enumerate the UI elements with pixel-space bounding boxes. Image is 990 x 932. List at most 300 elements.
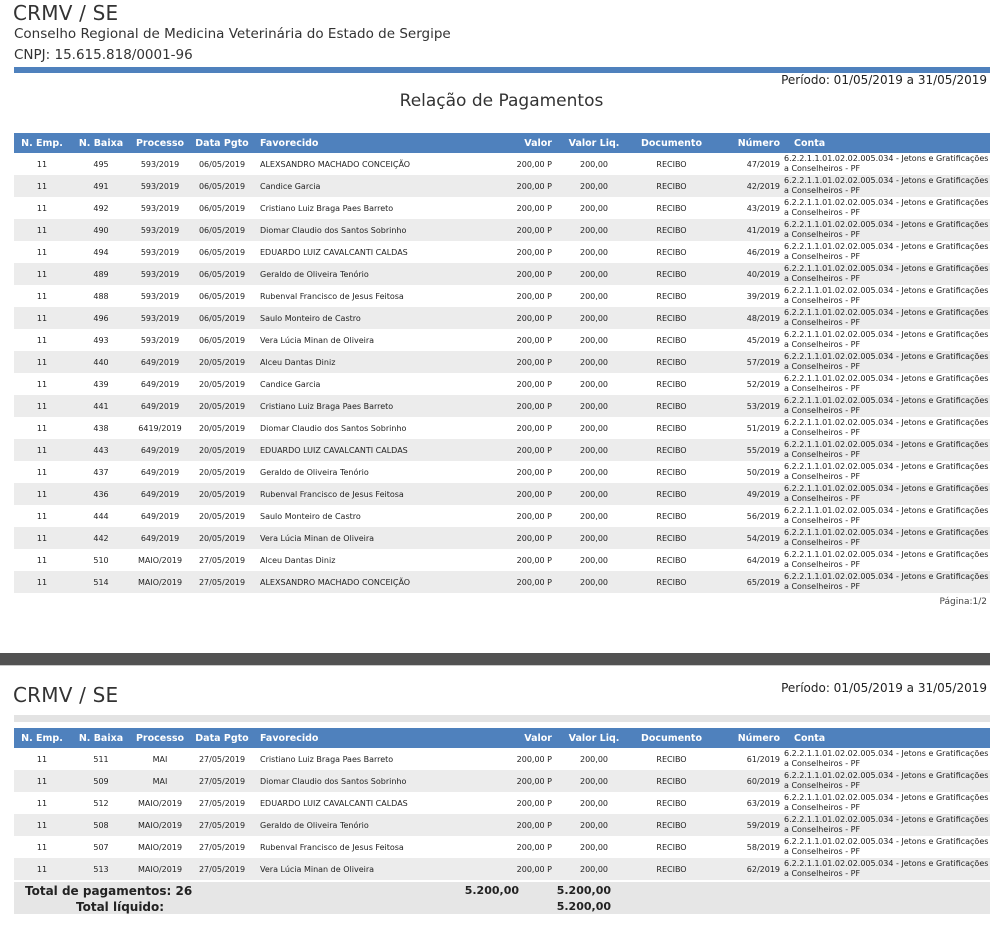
- emp-cell: 11: [14, 527, 70, 549]
- data-cell: 20/05/2019: [198, 379, 246, 389]
- table-row: [14, 285, 990, 307]
- emp-cell: 11: [14, 307, 70, 329]
- emp-cell: 11: [14, 263, 70, 285]
- favorecido-cell: Saulo Monteiro de Castro: [256, 307, 454, 329]
- data-cell: 20/05/2019: [188, 439, 256, 461]
- baixa-cell: 440: [70, 351, 132, 373]
- data-cell: 06/05/2019: [198, 203, 246, 213]
- data-cell: 20/05/2019: [198, 467, 246, 477]
- conta-cell: 6.2.2.1.1.01.02.02.005.034 - Jetons e Gratificações a Conselheiros - PF: [784, 837, 989, 856]
- documento-cell: RECIBO: [634, 219, 709, 241]
- valor-cell: 200,00 P: [516, 291, 552, 301]
- processo-cell: 649/2019: [140, 511, 180, 521]
- processo-cell: 593/2019: [132, 219, 188, 241]
- favorecido-cell: Alceu Dantas Diniz: [256, 351, 454, 373]
- baixa-cell: 439: [93, 379, 109, 389]
- emp-cell: 11: [14, 571, 70, 593]
- valor-cell: 200,00 P: [454, 307, 554, 329]
- total-valor: 5.200,00: [464, 884, 519, 897]
- valor-cell: 200,00 P: [516, 203, 552, 213]
- col-header: Documento: [634, 133, 709, 153]
- conta-cell: 6.2.2.1.1.01.02.02.005.034 - Jetons e Gratificações a Conselheiros - PF: [780, 439, 990, 461]
- valor-cell: 200,00 P: [454, 219, 554, 241]
- emp-cell: 11: [14, 770, 70, 792]
- data-cell: 06/05/2019: [188, 263, 256, 285]
- col-header: N. Baixa: [70, 728, 132, 748]
- table-row: [14, 858, 990, 880]
- conta-cell: 6.2.2.1.1.01.02.02.005.034 - Jetons e Gratificações a Conselheiros - PF: [784, 198, 989, 217]
- baixa-cell: 513: [70, 858, 132, 880]
- numero-cell: 52/2019: [746, 379, 780, 389]
- data-cell: 27/05/2019: [188, 571, 256, 593]
- documento-cell: RECIBO: [656, 555, 687, 565]
- table-row: [14, 329, 990, 351]
- processo-cell: 649/2019: [132, 351, 188, 373]
- table-row: [14, 792, 990, 814]
- valor-liq-cell: 200,00: [580, 291, 608, 301]
- valor-cell: 200,00 P: [454, 814, 554, 836]
- table-row: [14, 351, 990, 373]
- documento-cell: RECIBO: [656, 423, 687, 433]
- favorecido-cell: Alceu Dantas Diniz: [260, 555, 336, 565]
- numero-cell: 60/2019: [709, 770, 780, 792]
- data-cell: 06/05/2019: [188, 175, 256, 197]
- conta-cell: 6.2.2.1.1.01.02.02.005.034 - Jetons e Gratificações a Conselheiros - PF: [780, 527, 990, 549]
- col-header: Favorecido: [256, 133, 454, 153]
- documento-cell: RECIBO: [634, 770, 709, 792]
- favorecido-cell: Cristiano Luiz Braga Paes Barreto: [260, 203, 394, 213]
- total-net-label: Total líquido:: [76, 900, 165, 914]
- data-cell: 27/05/2019: [198, 555, 246, 565]
- org-short-name: CRMV / SE: [13, 1, 119, 25]
- documento-cell: RECIBO: [634, 307, 709, 329]
- documento-cell: RECIBO: [634, 263, 709, 285]
- table-row: [14, 153, 990, 175]
- data-cell: 20/05/2019: [188, 395, 256, 417]
- documento-cell: RECIBO: [634, 439, 709, 461]
- total-payments-text: Total de pagamentos:: [25, 884, 172, 898]
- baixa-cell: 495: [93, 159, 109, 169]
- documento-cell: RECIBO: [634, 483, 709, 505]
- processo-cell: MAIO/2019: [132, 858, 188, 880]
- emp-cell: 11: [14, 395, 70, 417]
- emp-cell: 11: [36, 379, 48, 389]
- favorecido-cell: Vera Lúcia Minan de Oliveira: [256, 527, 454, 549]
- col-header: N. Emp.: [14, 133, 70, 153]
- total-payments-label: [25, 884, 192, 898]
- col-header: Documento: [634, 728, 709, 748]
- favorecido-cell: EDUARDO LUIZ CAVALCANTI CALDAS: [256, 439, 454, 461]
- favorecido-cell: Diomar Claudio dos Santos Sobrinho: [256, 219, 454, 241]
- conta-cell: 6.2.2.1.1.01.02.02.005.034 - Jetons e Gratificações a Conselheiros - PF: [780, 395, 990, 417]
- baixa-cell: 490: [70, 219, 132, 241]
- valor-liq-cell: 200,00: [554, 770, 634, 792]
- col-header: Número: [709, 728, 780, 748]
- favorecido-cell: EDUARDO LUIZ CAVALCANTI CALDAS: [260, 247, 408, 257]
- valor-cell: 200,00 P: [454, 770, 554, 792]
- valor-cell: 200,00 P: [516, 247, 552, 257]
- conta-cell: 6.2.2.1.1.01.02.02.005.034 - Jetons e Gratificações a Conselheiros - PF: [784, 506, 989, 525]
- documento-cell: RECIBO: [634, 175, 709, 197]
- processo-cell: MAIO/2019: [132, 571, 188, 593]
- emp-cell: 11: [14, 439, 70, 461]
- data-cell: 06/05/2019: [198, 159, 246, 169]
- valor-liq-cell: 200,00: [554, 307, 634, 329]
- numero-cell: 54/2019: [709, 527, 780, 549]
- processo-cell: MAIO/2019: [132, 814, 188, 836]
- conta-cell: 6.2.2.1.1.01.02.02.005.034 - Jetons e Gratificações a Conselheiros - PF: [784, 462, 989, 481]
- col-header: Valor Liq.: [554, 728, 634, 748]
- report-period: Período: 01/05/2019 a 31/05/2019: [781, 73, 987, 87]
- processo-cell: MAIO/2019: [137, 555, 183, 565]
- data-cell: 27/05/2019: [188, 770, 256, 792]
- numero-cell: 64/2019: [746, 555, 780, 565]
- table-row: [14, 241, 990, 263]
- documento-cell: RECIBO: [656, 467, 687, 477]
- numero-cell: 43/2019: [746, 203, 780, 213]
- valor-liq-cell: 200,00: [580, 754, 608, 764]
- valor-liq-cell: 200,00: [580, 379, 608, 389]
- numero-cell: 39/2019: [746, 291, 780, 301]
- emp-cell: 11: [36, 511, 48, 521]
- valor-liq-cell: 200,00: [554, 395, 634, 417]
- valor-liq-cell: 200,00: [580, 203, 608, 213]
- table-row: [14, 219, 990, 241]
- processo-cell: 593/2019: [140, 203, 180, 213]
- baixa-cell: 507: [93, 842, 109, 852]
- emp-cell: 11: [14, 219, 70, 241]
- valor-cell: 200,00 P: [454, 858, 554, 880]
- header-rule-page-2: [14, 715, 990, 722]
- documento-cell: RECIBO: [656, 159, 687, 169]
- total-payments-count: 26: [175, 884, 193, 898]
- total-valor-liquido: 5.200,00: [556, 884, 611, 897]
- conta-cell: 6.2.2.1.1.01.02.02.005.034 - Jetons e Gratificações a Conselheiros - PF: [780, 814, 990, 836]
- favorecido-cell: Diomar Claudio dos Santos Sobrinho: [260, 423, 407, 433]
- conta-cell: 6.2.2.1.1.01.02.02.005.034 - Jetons e Gratificações a Conselheiros - PF: [780, 175, 990, 197]
- processo-cell: 593/2019: [140, 335, 180, 345]
- conta-cell: 6.2.2.1.1.01.02.02.005.034 - Jetons e Gratificações a Conselheiros - PF: [784, 550, 989, 569]
- conta-cell: 6.2.2.1.1.01.02.02.005.034 - Jetons e Gratificações a Conselheiros - PF: [784, 418, 989, 437]
- emp-cell: 11: [36, 247, 48, 257]
- data-cell: 06/05/2019: [198, 247, 246, 257]
- data-cell: 27/05/2019: [188, 814, 256, 836]
- baixa-cell: 443: [70, 439, 132, 461]
- numero-cell: 56/2019: [746, 511, 780, 521]
- favorecido-cell: Rubenval Francisco de Jesus Feitosa: [260, 842, 404, 852]
- processo-cell: 649/2019: [140, 467, 180, 477]
- baixa-cell: 493: [93, 335, 109, 345]
- documento-cell: RECIBO: [656, 379, 687, 389]
- valor-cell: 200,00 P: [454, 351, 554, 373]
- valor-liq-cell: 200,00: [554, 571, 634, 593]
- baixa-cell: 442: [70, 527, 132, 549]
- valor-liq-cell: 200,00: [554, 351, 634, 373]
- conta-cell: 6.2.2.1.1.01.02.02.005.034 - Jetons e Gratificações a Conselheiros - PF: [784, 154, 989, 173]
- emp-cell: 11: [14, 483, 70, 505]
- numero-cell: 50/2019: [746, 467, 780, 477]
- table-row: [14, 505, 990, 527]
- numero-cell: 41/2019: [709, 219, 780, 241]
- valor-liq-cell: 200,00: [580, 511, 608, 521]
- report-period-page-2: Período: 01/05/2019 a 31/05/2019: [781, 681, 987, 695]
- numero-cell: 51/2019: [746, 423, 780, 433]
- emp-cell: 11: [36, 842, 48, 852]
- col-header: Conta: [780, 728, 990, 748]
- report-title: Relação de Pagamentos: [399, 91, 604, 111]
- favorecido-cell: Saulo Monteiro de Castro: [260, 511, 361, 521]
- data-cell: 06/05/2019: [188, 219, 256, 241]
- org-full-name: Conselho Regional de Medicina Veterinária do Estado de Sergipe: [14, 26, 451, 42]
- favorecido-cell: Vera Lúcia Minan de Oliveira: [256, 858, 454, 880]
- baixa-cell: 438: [93, 423, 109, 433]
- favorecido-cell: Rubenval Francisco de Jesus Feitosa: [256, 483, 454, 505]
- conta-cell: 6.2.2.1.1.01.02.02.005.034 - Jetons e Gratificações a Conselheiros - PF: [780, 858, 990, 880]
- baixa-cell: 436: [70, 483, 132, 505]
- table-row: [14, 527, 990, 549]
- numero-cell: 48/2019: [709, 307, 780, 329]
- valor-cell: 200,00 P: [516, 423, 552, 433]
- valor-cell: 200,00 P: [516, 511, 552, 521]
- favorecido-cell: Cristiano Luiz Braga Paes Barreto: [256, 395, 454, 417]
- conta-cell: 6.2.2.1.1.01.02.02.005.034 - Jetons e Gratificações a Conselheiros - PF: [780, 263, 990, 285]
- table-row: [14, 571, 990, 593]
- valor-cell: 200,00 P: [516, 467, 552, 477]
- table-row: [14, 483, 990, 505]
- conta-cell: 6.2.2.1.1.01.02.02.005.034 - Jetons e Gratificações a Conselheiros - PF: [784, 749, 989, 768]
- page-separator: [0, 653, 990, 665]
- valor-liq-cell: 200,00: [580, 842, 608, 852]
- data-cell: 27/05/2019: [198, 798, 246, 808]
- conta-cell: 6.2.2.1.1.01.02.02.005.034 - Jetons e Gratificações a Conselheiros - PF: [780, 307, 990, 329]
- emp-cell: 11: [14, 351, 70, 373]
- processo-cell: 593/2019: [140, 247, 180, 257]
- processo-cell: MAI: [152, 754, 168, 764]
- processo-cell: 649/2019: [140, 379, 180, 389]
- valor-liq-cell: 200,00: [580, 159, 608, 169]
- valor-cell: 200,00 P: [454, 439, 554, 461]
- processo-cell: MAI: [132, 770, 188, 792]
- valor-cell: 200,00 P: [454, 263, 554, 285]
- valor-cell: 200,00 P: [516, 335, 552, 345]
- valor-liq-cell: 200,00: [580, 798, 608, 808]
- favorecido-cell: Candice Garcia: [260, 379, 321, 389]
- emp-cell: 11: [36, 423, 48, 433]
- processo-cell: 593/2019: [140, 159, 180, 169]
- valor-liq-cell: 200,00: [554, 858, 634, 880]
- documento-cell: RECIBO: [656, 511, 687, 521]
- emp-cell: 11: [36, 754, 48, 764]
- valor-cell: 200,00 P: [516, 798, 552, 808]
- favorecido-cell: Diomar Claudio dos Santos Sobrinho: [256, 770, 454, 792]
- data-cell: 06/05/2019: [198, 291, 246, 301]
- favorecido-cell: Geraldo de Oliveira Tenório: [256, 814, 454, 836]
- emp-cell: 11: [36, 291, 48, 301]
- table-row: [14, 770, 990, 792]
- numero-cell: 62/2019: [709, 858, 780, 880]
- data-cell: 20/05/2019: [198, 511, 246, 521]
- processo-cell: 593/2019: [140, 291, 180, 301]
- valor-liq-cell: 200,00: [554, 219, 634, 241]
- documento-cell: RECIBO: [656, 203, 687, 213]
- conta-cell: 6.2.2.1.1.01.02.02.005.034 - Jetons e Gratificações a Conselheiros - PF: [784, 374, 989, 393]
- payments-table-page-2: [14, 728, 990, 880]
- data-cell: 20/05/2019: [188, 527, 256, 549]
- report-page-2: [0, 666, 990, 932]
- emp-cell: 11: [14, 858, 70, 880]
- org-cnpj: CNPJ: 15.615.818/0001-96: [14, 47, 193, 63]
- conta-cell: 6.2.2.1.1.01.02.02.005.034 - Jetons e Gratificações a Conselheiros - PF: [784, 286, 989, 305]
- numero-cell: 59/2019: [709, 814, 780, 836]
- conta-cell: 6.2.2.1.1.01.02.02.005.034 - Jetons e Gratificações a Conselheiros - PF: [784, 242, 989, 261]
- processo-cell: 593/2019: [132, 263, 188, 285]
- table-row: [14, 175, 990, 197]
- valor-liq-cell: 200,00: [580, 335, 608, 345]
- col-header: Valor: [454, 133, 554, 153]
- data-cell: 27/05/2019: [188, 858, 256, 880]
- valor-liq-cell: 200,00: [580, 467, 608, 477]
- table-row: [14, 549, 990, 571]
- emp-cell: 11: [36, 555, 48, 565]
- valor-liq-cell: 200,00: [554, 527, 634, 549]
- documento-cell: RECIBO: [634, 527, 709, 549]
- baixa-cell: 441: [70, 395, 132, 417]
- emp-cell: 11: [36, 203, 48, 213]
- conta-cell: 6.2.2.1.1.01.02.02.005.034 - Jetons e Gratificações a Conselheiros - PF: [780, 571, 990, 593]
- emp-cell: 11: [36, 159, 48, 169]
- favorecido-cell: Geraldo de Oliveira Tenório: [260, 467, 369, 477]
- totals-block: [14, 882, 990, 914]
- numero-cell: 63/2019: [746, 798, 780, 808]
- data-cell: 20/05/2019: [188, 351, 256, 373]
- processo-cell: 649/2019: [132, 527, 188, 549]
- col-header: Valor Liq.: [554, 133, 634, 153]
- table-header-row: [14, 133, 990, 153]
- baixa-cell: 509: [70, 770, 132, 792]
- total-net-value: 5.200,00: [556, 900, 611, 913]
- payments-table-page-1: [14, 133, 990, 593]
- col-header: Valor: [454, 728, 554, 748]
- col-header: N. Baixa: [70, 133, 132, 153]
- col-header: Processo: [132, 133, 188, 153]
- conta-cell: 6.2.2.1.1.01.02.02.005.034 - Jetons e Gratificações a Conselheiros - PF: [784, 793, 989, 812]
- table-header-row: [14, 728, 990, 748]
- table-row: [14, 439, 990, 461]
- org-short-name-page-2: CRMV / SE: [13, 683, 119, 707]
- processo-cell: 649/2019: [132, 439, 188, 461]
- table-row: [14, 461, 990, 483]
- favorecido-cell: Vera Lúcia Minan de Oliveira: [260, 335, 375, 345]
- emp-cell: 11: [36, 335, 48, 345]
- numero-cell: 46/2019: [746, 247, 780, 257]
- col-header: Data Pgto: [188, 133, 256, 153]
- table-row: [14, 814, 990, 836]
- numero-cell: 53/2019: [709, 395, 780, 417]
- documento-cell: RECIBO: [656, 247, 687, 257]
- data-cell: 06/05/2019: [198, 335, 246, 345]
- numero-cell: 49/2019: [709, 483, 780, 505]
- processo-cell: MAIO/2019: [137, 798, 183, 808]
- data-cell: 06/05/2019: [188, 307, 256, 329]
- emp-cell: 11: [36, 467, 48, 477]
- documento-cell: RECIBO: [634, 351, 709, 373]
- col-header: Conta: [780, 133, 990, 153]
- valor-liq-cell: 200,00: [554, 439, 634, 461]
- valor-cell: 200,00 P: [454, 483, 554, 505]
- numero-cell: 42/2019: [709, 175, 780, 197]
- data-cell: 20/05/2019: [188, 483, 256, 505]
- emp-cell: 11: [36, 798, 48, 808]
- documento-cell: RECIBO: [634, 858, 709, 880]
- conta-cell: 6.2.2.1.1.01.02.02.005.034 - Jetons e Gratificações a Conselheiros - PF: [780, 770, 990, 792]
- processo-cell: 649/2019: [132, 483, 188, 505]
- valor-cell: 200,00 P: [454, 527, 554, 549]
- col-header: Favorecido: [256, 728, 454, 748]
- baixa-cell: 444: [93, 511, 109, 521]
- col-header: Processo: [132, 728, 188, 748]
- col-header: N. Emp.: [14, 728, 70, 748]
- numero-cell: 65/2019: [709, 571, 780, 593]
- baixa-cell: 492: [93, 203, 109, 213]
- data-cell: 20/05/2019: [198, 423, 246, 433]
- baixa-cell: 489: [70, 263, 132, 285]
- valor-liq-cell: 200,00: [554, 483, 634, 505]
- emp-cell: 11: [14, 175, 70, 197]
- conta-cell: 6.2.2.1.1.01.02.02.005.034 - Jetons e Gratificações a Conselheiros - PF: [784, 330, 989, 349]
- baixa-cell: 511: [93, 754, 109, 764]
- documento-cell: RECIBO: [634, 814, 709, 836]
- baixa-cell: 437: [93, 467, 109, 477]
- processo-cell: 6419/2019: [138, 423, 182, 433]
- baixa-cell: 508: [70, 814, 132, 836]
- conta-cell: 6.2.2.1.1.01.02.02.005.034 - Jetons e Gratificações a Conselheiros - PF: [780, 351, 990, 373]
- numero-cell: 57/2019: [709, 351, 780, 373]
- conta-cell: 6.2.2.1.1.01.02.02.005.034 - Jetons e Gratificações a Conselheiros - PF: [780, 483, 990, 505]
- processo-cell: 593/2019: [132, 307, 188, 329]
- emp-cell: 11: [14, 814, 70, 836]
- baixa-cell: 494: [93, 247, 109, 257]
- valor-cell: 200,00 P: [516, 379, 552, 389]
- valor-liq-cell: 200,00: [580, 247, 608, 257]
- valor-liq-cell: 200,00: [580, 423, 608, 433]
- table-row: [14, 373, 990, 395]
- baixa-cell: 512: [93, 798, 109, 808]
- baixa-cell: 510: [93, 555, 109, 565]
- col-header: Número: [709, 133, 780, 153]
- favorecido-cell: Cristiano Luiz Braga Paes Barreto: [260, 754, 394, 764]
- table-row: [14, 748, 990, 770]
- baixa-cell: 491: [70, 175, 132, 197]
- documento-cell: RECIBO: [656, 291, 687, 301]
- table-row: [14, 197, 990, 219]
- valor-liq-cell: 200,00: [554, 814, 634, 836]
- documento-cell: RECIBO: [656, 335, 687, 345]
- processo-cell: 593/2019: [132, 175, 188, 197]
- valor-cell: 200,00 P: [516, 842, 552, 852]
- documento-cell: RECIBO: [656, 754, 687, 764]
- data-cell: 27/05/2019: [198, 842, 246, 852]
- valor-cell: 200,00 P: [454, 571, 554, 593]
- processo-cell: 649/2019: [132, 395, 188, 417]
- documento-cell: RECIBO: [634, 395, 709, 417]
- valor-liq-cell: 200,00: [554, 263, 634, 285]
- col-header: Data Pgto: [188, 728, 256, 748]
- numero-cell: 55/2019: [709, 439, 780, 461]
- documento-cell: RECIBO: [656, 798, 687, 808]
- favorecido-cell: Candice Garcia: [256, 175, 454, 197]
- baixa-cell: 496: [70, 307, 132, 329]
- favorecido-cell: ALEXSANDRO MACHADO CONCEIÇÃO: [260, 159, 411, 169]
